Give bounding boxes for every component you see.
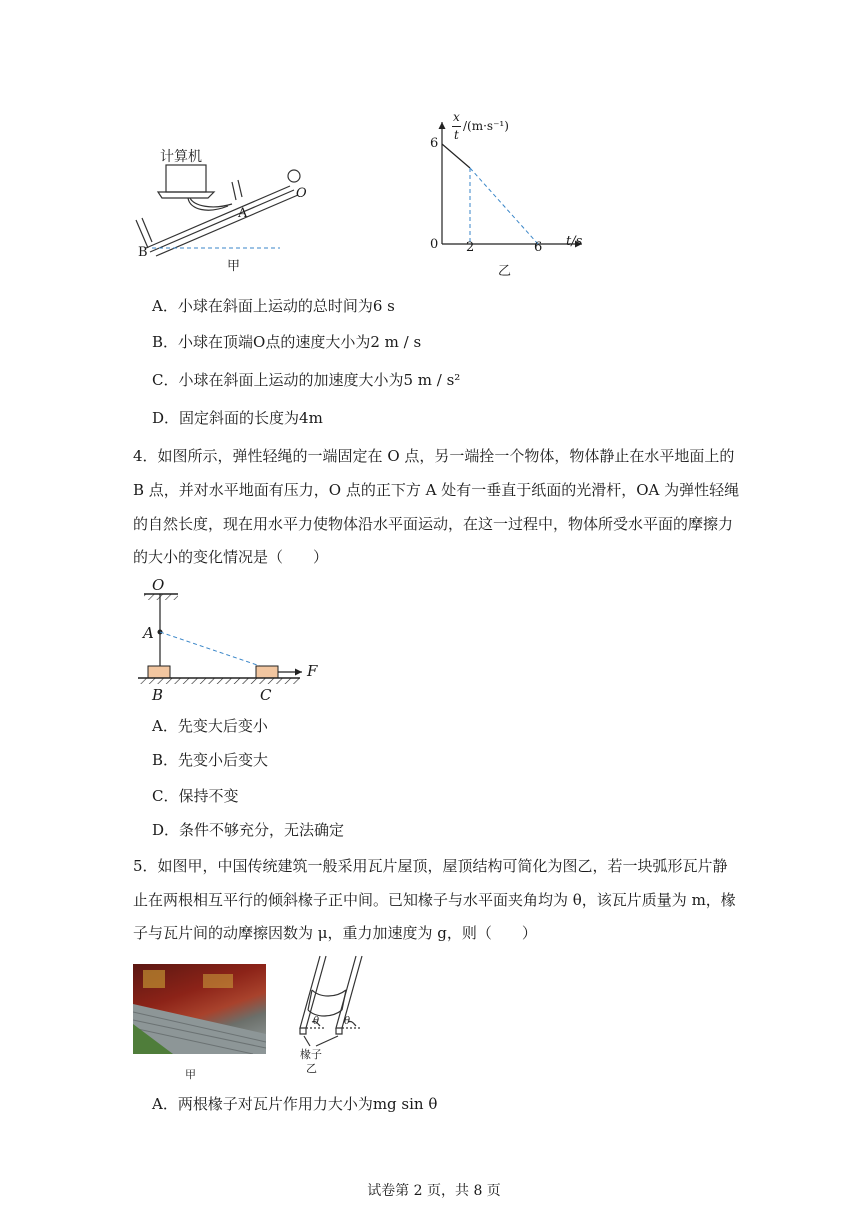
q4-option-d: D．条件不够充分，无法确定 bbox=[152, 821, 345, 839]
rafter-theta-left: θ bbox=[313, 1016, 320, 1027]
point-b-label: B bbox=[138, 245, 148, 260]
block-b bbox=[148, 666, 170, 678]
roof-photo bbox=[133, 964, 266, 1054]
q4-stem-line1: 4．如图所示，弹性轻绳的一端固定在 O 点，另一端拴一个物体，物体静止在水平地面上的 bbox=[133, 447, 735, 465]
q5-option-a: A．两根椽子对瓦片作用力大小为mg sin θ bbox=[152, 1095, 438, 1113]
ground-hatch bbox=[138, 678, 300, 684]
graph-dashed-extension bbox=[470, 168, 538, 244]
q4-stem-line4: 的大小的变化情况是（ ） bbox=[133, 548, 329, 566]
graph-xlabel: t/s bbox=[566, 234, 583, 249]
incline-track bbox=[136, 180, 298, 256]
point-o-label: O bbox=[296, 186, 307, 201]
q5-stem-line2: 止在两根相互平行的倾斜椽子正中间。已知椽子与水平面夹角均为 θ，该瓦片质量为 m，椽 bbox=[133, 891, 736, 909]
graph-x-tick-6: 6 bbox=[534, 240, 543, 255]
page-footer: 试卷第 2 页，共 8 页 bbox=[367, 1183, 501, 1199]
rope-label-b: B bbox=[152, 686, 164, 704]
rope-figure bbox=[134, 580, 334, 690]
rope-label-o: O bbox=[152, 576, 165, 594]
q4-stem-line2: B 点，并对水平地面有压力，O 点的正下方 A 处有一垂直于纸面的光滑杆，OA 为弹性轻绳 bbox=[133, 481, 740, 499]
q4-option-c: C．保持不变 bbox=[152, 787, 239, 805]
q3-option-b: B．小球在顶端O点的速度大小为2 m / s bbox=[152, 333, 422, 351]
rafter-caption-yi: 乙 bbox=[306, 1062, 317, 1075]
graph-solid-segment bbox=[442, 144, 470, 168]
ceiling-hatch bbox=[144, 594, 178, 600]
rope-label-f: F bbox=[307, 662, 318, 680]
graph-y-tick-6: 6 bbox=[430, 136, 439, 151]
incline-figure bbox=[128, 140, 318, 275]
graph-ylabel-num: x bbox=[453, 110, 460, 124]
computer-label: 计算机 bbox=[160, 149, 202, 165]
roof-caption-jia: 甲 bbox=[185, 1068, 196, 1081]
graph-origin: 0 bbox=[430, 237, 439, 252]
caption-jia: 甲 bbox=[227, 259, 241, 274]
graph-ylabel-unit: /(m·s⁻¹) bbox=[463, 119, 509, 133]
stretched-rope bbox=[160, 632, 266, 668]
q3-option-d: D．固定斜面的长度为4m bbox=[152, 409, 323, 427]
q5-stem-line1: 5．如图甲，中国传统建筑一般采用瓦片屋顶，屋顶结构可简化为图乙，若一块弧形瓦片静 bbox=[133, 857, 728, 875]
ball-icon bbox=[288, 170, 300, 182]
rafter-theta-right: θ bbox=[344, 1016, 351, 1027]
rope-label-a: A bbox=[143, 624, 154, 642]
graph-ylabel-den: t bbox=[454, 128, 459, 142]
q4-option-a: A．先变大后变小 bbox=[152, 717, 268, 735]
q4-option-b: B．先变小后变大 bbox=[152, 751, 269, 769]
q3-option-a: A．小球在斜面上运动的总时间为6 s bbox=[152, 297, 395, 315]
graph-ylabel-fraction-bar bbox=[452, 126, 461, 127]
q5-stem-line3: 子与瓦片间的动摩擦因数为 μ，重力加速度为 g，则（ ） bbox=[133, 924, 537, 942]
q4-stem-line3: 的自然长度，现在用水平力使物体沿水平面运动，在这一过程中，物体所受水平面的摩擦力 bbox=[133, 515, 734, 533]
graph-x-tick-2: 2 bbox=[466, 240, 475, 255]
q3-option-c: C．小球在斜面上运动的加速度大小为5 m / s² bbox=[152, 371, 461, 389]
computer-icon bbox=[158, 165, 232, 210]
block-c bbox=[256, 666, 278, 678]
rope-label-c: C bbox=[260, 686, 272, 704]
rafter-label: 椽子 bbox=[300, 1048, 322, 1061]
point-a-label: A bbox=[238, 206, 248, 221]
graph-caption-yi: 乙 bbox=[498, 264, 512, 279]
